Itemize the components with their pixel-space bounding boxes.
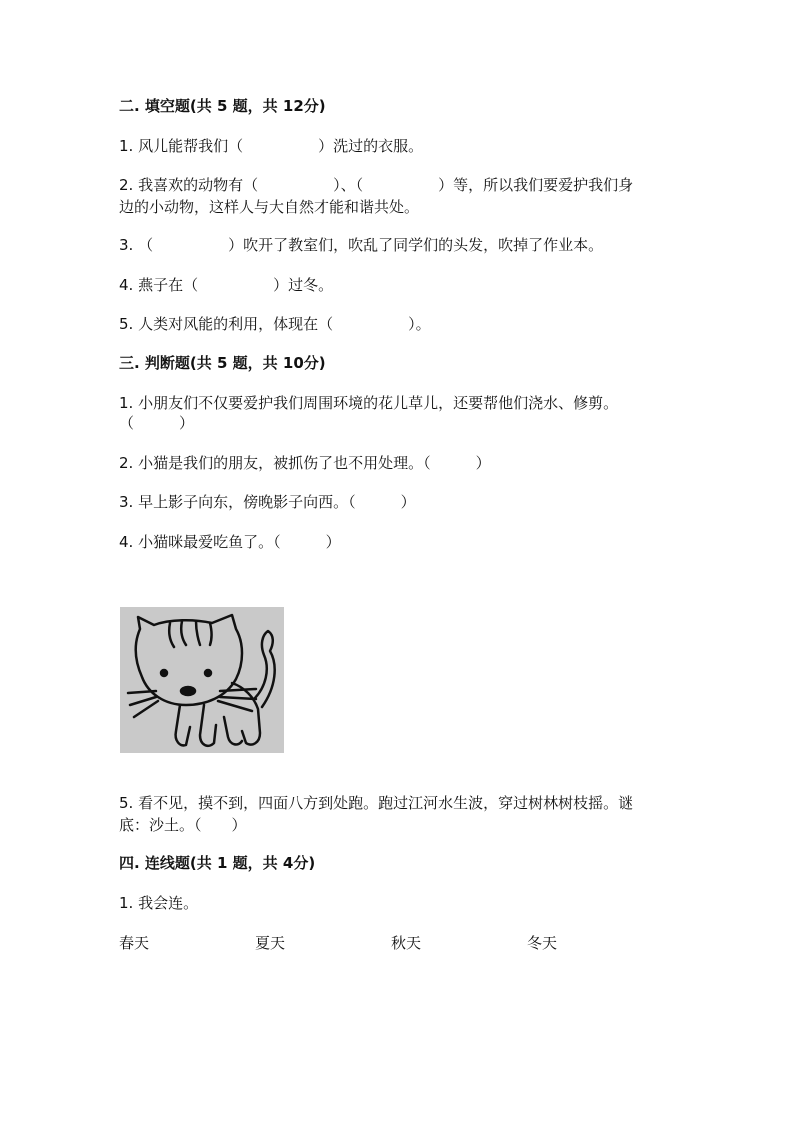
question-text: 1. 我会连。	[119, 894, 199, 912]
question-text: 5. 看不见，摸不到，四面八方到处跑。跑过江河水生波，穿过树林树枝摇。谜	[119, 794, 634, 812]
section-heading: 四. 连线题(共 1 题，共 4分)	[119, 854, 316, 872]
section-heading: 二. 填空题(共 5 题，共 12分)	[119, 97, 326, 115]
answer-parentheses: （ ）	[119, 414, 195, 432]
question-text: 2. 小猫是我们的朋友，被抓伤了也不用处理。（ ）	[119, 454, 491, 472]
section-heading: 三. 判断题(共 5 题，共 10分)	[119, 354, 326, 372]
question-text: 2. 我喜欢的动物有（ ）、（ ）等，所以我们要爱护我们身	[119, 176, 634, 194]
question-text: 4. 燕子在（ ）过冬。	[119, 276, 334, 294]
question-text: 3. （ ）吹开了教室们，吹乱了同学们的头发，吹掉了作业本。	[119, 236, 604, 254]
season-autumn: 秋天	[391, 934, 422, 952]
question-text: 1. 风儿能帮我们（ ）洗过的衣服。	[119, 137, 424, 155]
question-text: 1. 小朋友们不仅要爱护我们周围环境的花儿草儿，还要帮他们浇水、修剪。	[119, 394, 619, 412]
question-text-continued: 边的小动物，这样人与大自然才能和谐共处。	[119, 198, 420, 216]
cat-image	[120, 607, 284, 753]
season-summer: 夏天	[255, 934, 286, 952]
question-text-continued: 底：沙土。（ ）	[119, 816, 247, 834]
season-spring: 春天	[119, 934, 150, 952]
season-winter: 冬天	[527, 934, 558, 952]
season-row	[119, 933, 679, 953]
question-text: 5. 人类对风能的利用，体现在（ ）。	[119, 315, 431, 333]
question-text: 3. 早上影子向东，傍晚影子向西。（ ）	[119, 493, 416, 511]
cat-drawing-icon	[120, 607, 284, 753]
question-text: 4. 小猫咪最爱吃鱼了。（ ）	[119, 533, 341, 551]
